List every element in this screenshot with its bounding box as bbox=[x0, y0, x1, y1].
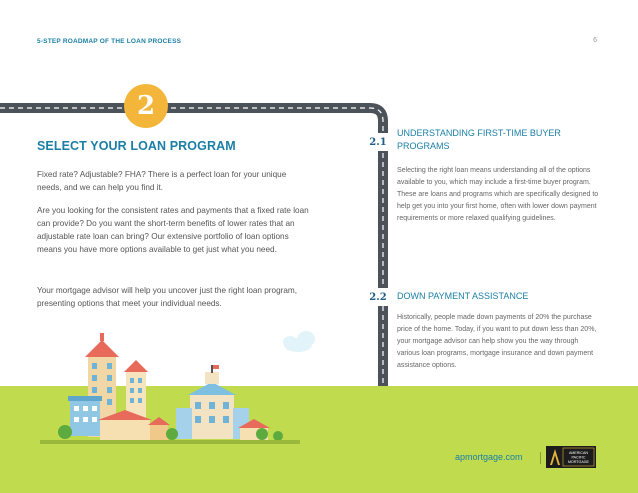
substep-number-2-1: 2.1 bbox=[365, 133, 391, 151]
step-number-badge: 2 bbox=[124, 84, 168, 128]
substep-number-2-2: 2.2 bbox=[365, 288, 391, 306]
footer-url[interactable]: apmortgage.com bbox=[455, 452, 523, 462]
footer-divider bbox=[540, 452, 541, 464]
substep-text-2-1: Selecting the right loan means understanding all of the options available to you, which may include a first-time buyer program. These are loans and programs which are specifically designed to help get you into your first home, often with lower down payment requirements or more relaxed qualifying guidelines. bbox=[397, 167, 599, 222]
page-number: 6 bbox=[593, 37, 597, 44]
svg-text:MORTGAGE: MORTGAGE bbox=[568, 460, 589, 464]
header-title: 5-STEP ROADMAP OF THE LOAN PROCESS bbox=[37, 38, 182, 45]
section-title: SELECT YOUR LOAN PROGRAM bbox=[37, 139, 236, 153]
apm-logo bbox=[546, 446, 596, 468]
substep-title-2-1: UNDERSTANDING FIRST-TIME BUYER PROGRAMS bbox=[397, 128, 561, 151]
svg-text:AMERICAN: AMERICAN bbox=[569, 451, 588, 455]
cloud-icon bbox=[283, 331, 315, 352]
intro-paragraph: Fixed rate? Adjustable? FHA? There is a perfect loan for your unique needs, and we can help you find it. bbox=[37, 170, 287, 192]
svg-text:PACIFIC: PACIFIC bbox=[571, 455, 586, 460]
substep-text-2-2: Historically, people made down payments of 20% the purchase price of the home. Today, if you want to put down less than 20%, your mortgage advisor can help show you the way through various loan programs, mortgage insurance and down payment assistance options. bbox=[397, 314, 597, 369]
substep-title-2-2: DOWN PAYMENT ASSISTANCE bbox=[397, 291, 529, 301]
body-paragraph: Are you looking for the consistent rates and payments that a fixed rate loan can provide? Do you want the short-term benefits of lower rates that an adjustable rate loan can bring? Our extensive portfolio of loan options means you have more options available to get just what you need. bbox=[37, 206, 309, 254]
advisor-paragraph: Your mortgage advisor will help you uncover just the right loan program, presenting options that meet your individual needs. bbox=[37, 286, 298, 308]
